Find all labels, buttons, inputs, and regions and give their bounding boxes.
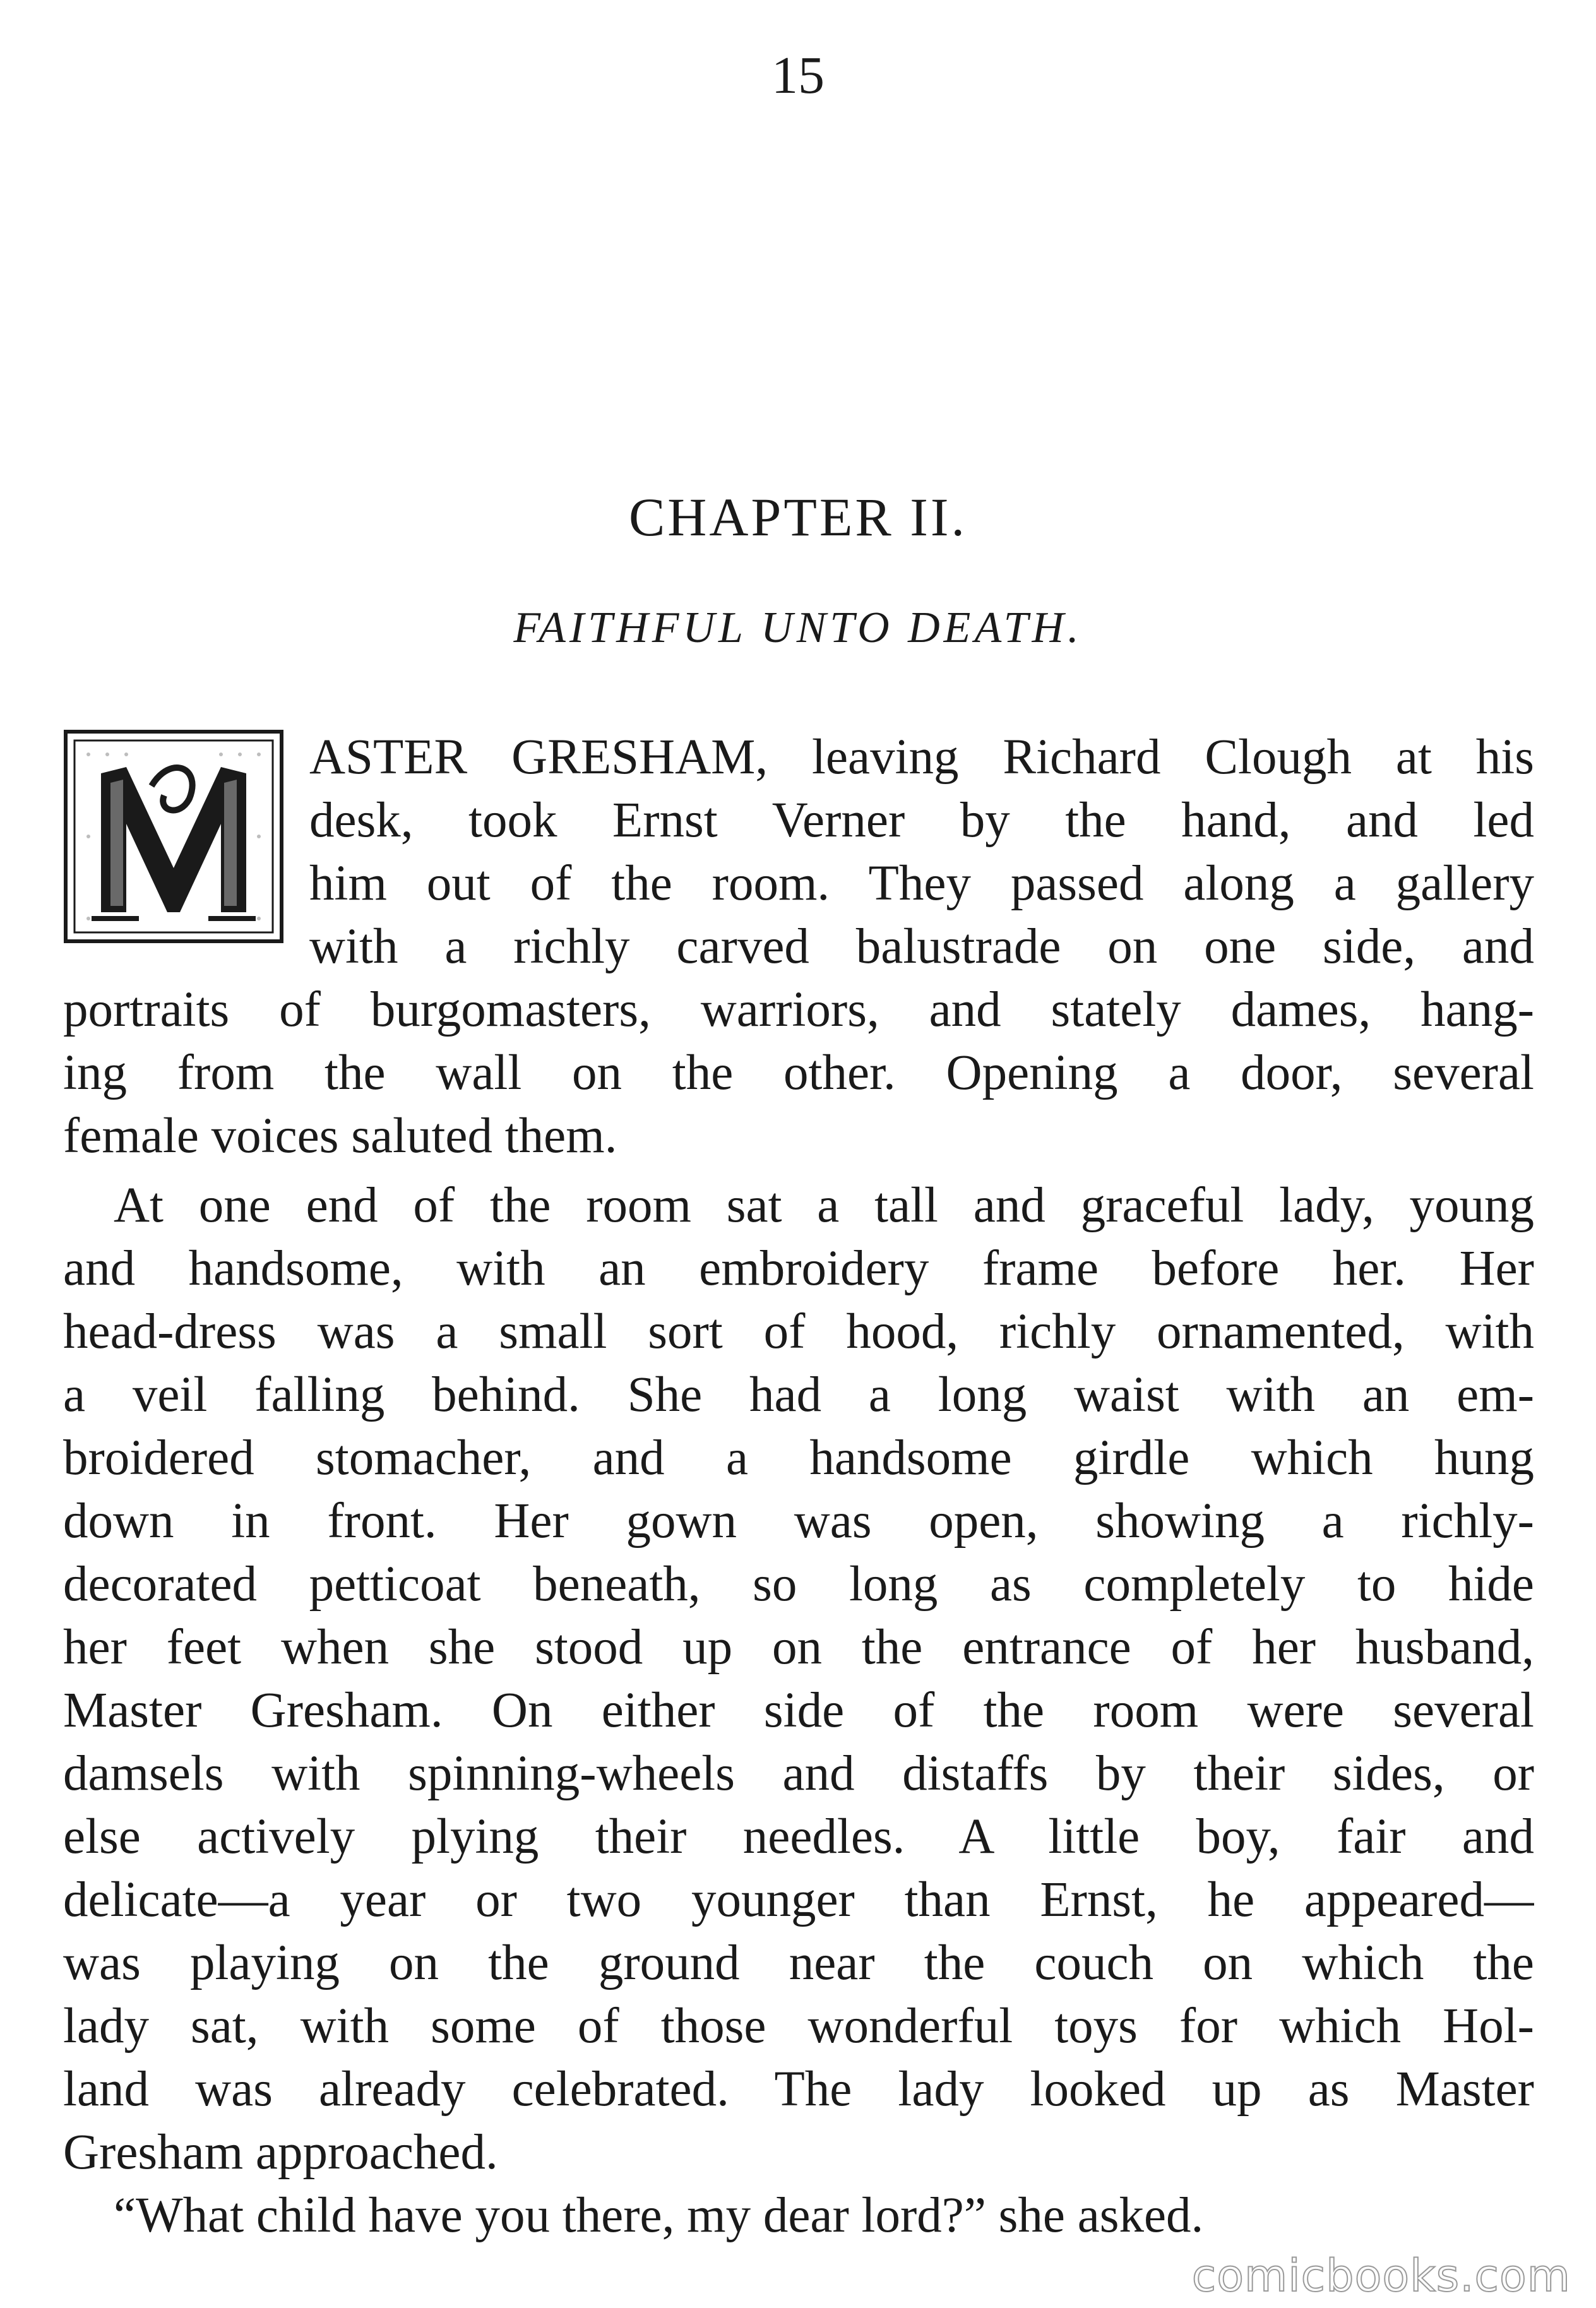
paragraph-1 [63, 726, 1534, 1168]
text-line: Master Gresham. On either side of the room were several [63, 1683, 1534, 1738]
paragraph-3 [63, 2184, 1534, 2247]
watermark: comicbooks.com [1191, 2250, 1571, 2302]
text-line: a veil falling behind. She had a long waist with an em- [63, 1367, 1534, 1422]
chapter-title: CHAPTER II. [628, 487, 968, 547]
text-line: down in front. Her gown was open, showing a richly- [63, 1494, 1534, 1549]
text-line: land was already celebrated. The lady looked up as Master [63, 2062, 1534, 2117]
page-number: 15 [771, 46, 825, 105]
chapter-subtitle: FAITHFUL UNTO DEATH. [513, 604, 1083, 652]
text-line: broidered stomacher, and a handsome girdle which hung [63, 1431, 1534, 1485]
text-line: lady sat, with some of those wonderful toys for which Hol- [63, 1999, 1534, 2054]
paragraph-2 [63, 1174, 1534, 2184]
text-line: decorated petticoat beneath, so long as completely to hide [63, 1557, 1534, 1612]
text-line: head-dress was a small sort of hood, richly ornamented, with [63, 1304, 1534, 1359]
text-line: her feet when she stood up on the entrance of her husband, [63, 1620, 1534, 1675]
text-line: “What child have you there, my dear lord?” she asked. [114, 2188, 1204, 2243]
text-line: portraits of burgomasters, warriors, and stately dames, hang- [63, 982, 1534, 1037]
text-line: him out of the room. They passed along a gallery [309, 856, 1534, 911]
text-line: ing from the wall on the other. Opening a door, several [63, 1045, 1534, 1100]
text-line: and handsome, with an embroidery frame before her. Her [63, 1241, 1534, 1296]
text-line: with a richly carved balustrade on one side, and [309, 919, 1534, 974]
drop-cap-wrapped-lines [63, 726, 1534, 979]
text-line: female voices saluted them. [63, 1109, 617, 1163]
text-line: else actively plying their needles. A little boy, fair and [63, 1809, 1534, 1864]
text-line: Gresham approached. [63, 2125, 498, 2180]
text-line: ASTER GRESHAM, leaving Richard Clough at his [309, 730, 1534, 785]
text-line: At one end of the room sat a tall and graceful lady, young [114, 1178, 1534, 1233]
text-line: damsels with spinning-wheels and distaffs by their sides, or [63, 1746, 1534, 1801]
text-line: delicate—a year or two younger than Ernst, he appeared— [63, 1872, 1534, 1927]
text-line: desk, took Ernst Verner by the hand, and led [309, 793, 1534, 848]
text-line: was playing on the ground near the couch on which the [63, 1936, 1534, 1990]
